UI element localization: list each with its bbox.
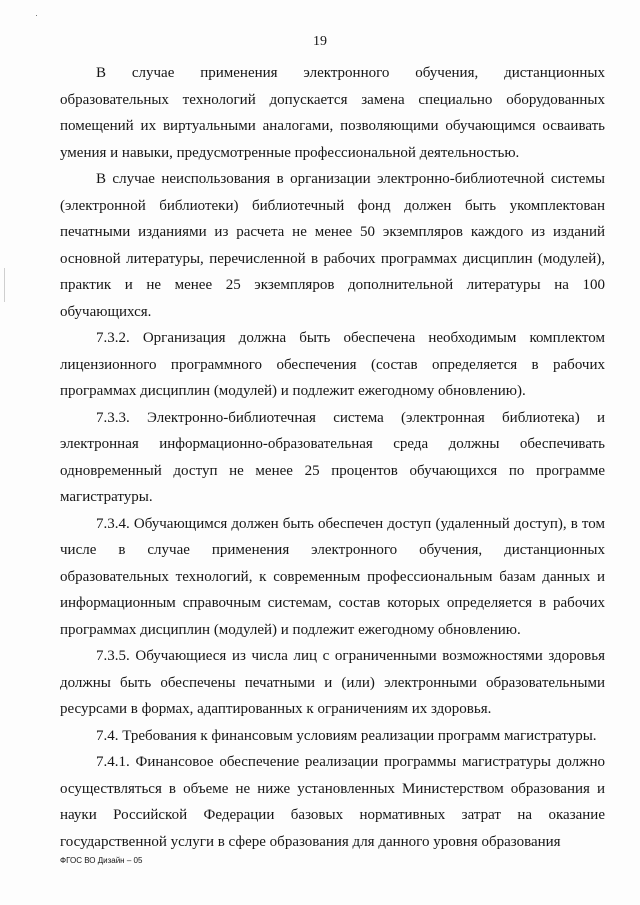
scan-edge-mark (4, 268, 5, 302)
scan-speck (36, 15, 37, 16)
page-number: 19 (313, 34, 327, 49)
paragraph-7-4: 7.4. Требования к финансовым условиям реализации программ магистратуры. (96, 727, 597, 744)
paragraph-virtual-analogs: В случае применения электронного обучения, дистанционных образовательных технологий допускается замена специально оборудованных помещений их виртуальными аналогами, позволяющими обучающимся осваивать умения и навыки, предусмотренные профессиональной деятельностью. (60, 65, 605, 161)
page-footer: ФГОС ВО Дизайн – 05 (60, 856, 143, 865)
paragraph-library-fund: В случае неиспользования в организации электронно-библиотечной системы (электронной библиотеки) библиотечный фонд должен быть укомплектован печатными изданиями из расчета не менее 50 экземпляров каждого из изданий основной литературы, перечисленной в рабочих программах дисциплин (модулей), практик и не менее 25 экземпляров дополнительной литературы на 100 обучающихся. (60, 171, 605, 320)
paragraph-7-3-3: 7.3.3. Электронно-библиотечная система (электронная библиотека) и электронная информационно-образовательная среда должны обеспечивать одновременный доступ не менее 25 процентов обучающихся по программе магистратуры. (60, 409, 605, 505)
paragraph-7-3-4: 7.3.4. Обучающимся должен быть обеспечен доступ (удаленный доступ), в том числе в случае применения электронного обучения, дистанционных образовательных технологий, к современным профессиональным базам данных и информационным справочным системам, состав которых определяется в рабочих программах дисциплин (модулей) и подлежит ежегодному обновлению. (60, 515, 605, 638)
paragraph-7-3-2: 7.3.2. Организация должна быть обеспечена необходимым комплектом лицензионного программного обеспечения (состав определяется в рабочих программах дисциплин (модулей) и подлежит ежегодному обновлению). (60, 330, 605, 399)
paragraph-7-3-5: 7.3.5. Обучающиеся из числа лиц с ограниченными возможностями здоровья должны быть обеспечены печатными и (или) электронными образовательными ресурсами в формах, адаптированных к ограничениям их здоровья. (60, 648, 605, 717)
body-text (60, 60, 605, 855)
paragraph-7-4-1: 7.4.1. Финансовое обеспечение реализации программы магистратуры должно осуществляться в объеме не ниже установленных Министерством образования и науки Российской Федерации базовых нормативных затрат на оказание государственной услуги в сфере образования для данного уровня образования (60, 754, 605, 850)
